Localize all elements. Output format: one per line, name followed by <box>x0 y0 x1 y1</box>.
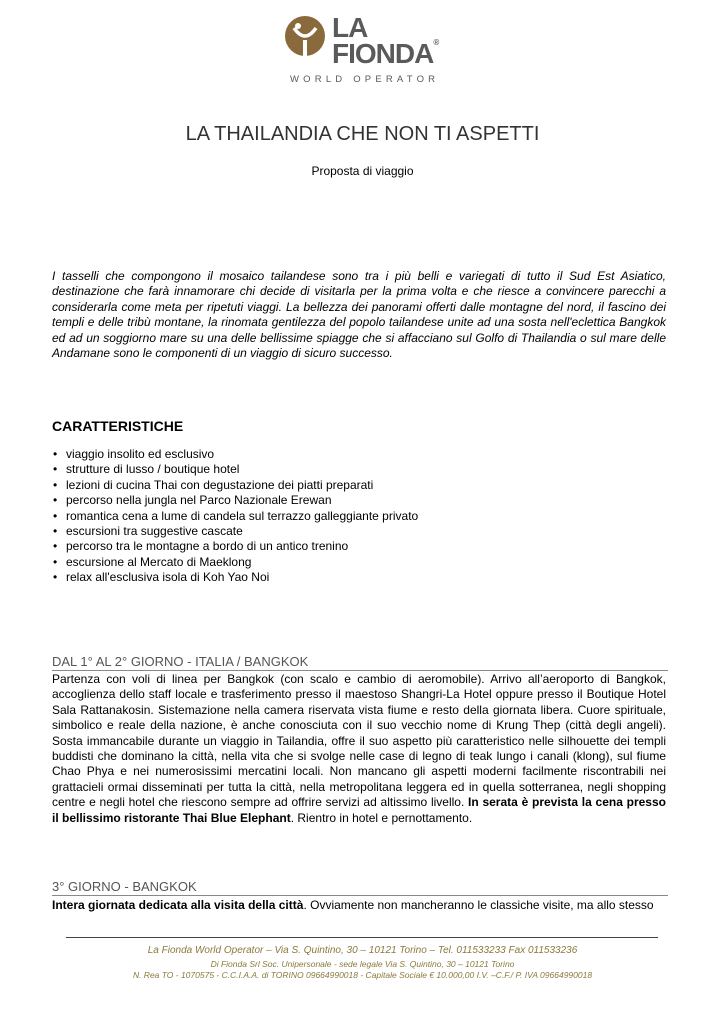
document-subtitle: Proposta di viaggio <box>311 164 414 178</box>
brand-name-line2: FIONDA® <box>332 38 439 69</box>
brand-name-line1: LA <box>332 12 368 43</box>
list-item: • viaggio insolito ed esclusivo <box>53 447 215 461</box>
list-item: • relax all'esclusiva isola di Koh Yao Noi <box>53 570 270 585</box>
bullet-icon: • <box>53 477 58 492</box>
bullet-icon: • <box>53 447 58 461</box>
bullet-icon: • <box>53 508 58 523</box>
list-item: • strutture di lusso / boutique hotel <box>53 462 240 477</box>
day3-highlight: Intera giornata dedicata alla visita della città <box>52 898 304 912</box>
day1-description: Partenza con voli di linea per Bangkok (con scalo e cambio di aeromobile). Arrivo all’aeroporto di Bangkok, accoglienza dello staff locale e trasferimento presso il maestoso Shangri-La Hotel oppure presso il Boutique Hotel Sala Rattanakosin. Sistemazione nella camera riservata vista fiume e resto della giornata libera. Cuore spirituale, simbolico e reale della nazione, è anche conosciuta con il suo vecchio nome di Krung Thep (città degli angeli). Sosta immancabile durante un viaggio in Tailandia, offre il suo aspetto più caratteristico nelle silhouette dei templi buddisti che dominano la città, nella vita che si svolge nelle case di legno di teak lungo i canali (klong), sul fiume Chao Phya e nei numerosissimi mercatini locali. Non mancano gli aspetti moderni facilmente riscontrabili nei grattacieli ormai disseminati per tutta la città, nella metropolitana leggera ed in quella sotterranea, negli shopping centre e negli hotel che riescono sempre ad offrire servizi ad altissimo livello. In serata è prevista la cena presso il bellissimo ristorante Thai Blue Elephant. Rientro in hotel e pernottamento. <box>52 672 666 825</box>
features-heading: CARATTERISTICHE <box>52 418 184 434</box>
company-logo <box>282 12 462 92</box>
day1-heading: DAL 1° AL 2° GIORNO - ITALIA / BANGKOK <box>52 654 668 671</box>
bullet-icon: • <box>53 570 58 585</box>
day1-dinner-highlight: In serata è prevista la cena presso il bellissimo ristorante Thai Blue Elephant <box>52 795 666 825</box>
bullet-icon: • <box>53 539 58 554</box>
document-title: LA THAILANDIA CHE NON TI ASPETTI <box>185 123 540 145</box>
bullet-icon: • <box>53 493 58 508</box>
features-list <box>52 447 418 586</box>
list-item: • lezioni di cucina Thai con degustazione dei piatti preparati <box>53 477 374 492</box>
bullet-icon: • <box>53 554 58 569</box>
day3-description: Intera giornata dedicata alla visita della città. Ovviamente non mancheranno le classiche visite, ma allo stesso <box>52 898 654 912</box>
list-item: • percorso tra le montagne a bordo di un antico trenino <box>53 539 349 554</box>
bullet-icon: • <box>53 462 58 477</box>
list-item: • percorso nella jungla nel Parco Nazionale Erewan <box>53 493 332 508</box>
footer-legal: Di Fionda Srl Soc. Unipersonale - sede legale Via S. Quintino, 30 – 10121 Torino <box>210 959 515 969</box>
slingshot-logo-icon <box>282 14 328 64</box>
intro-paragraph: I tasselli che compongono il mosaico tailandese sono tra i più belli e variegati di tutto il Sud Est Asiatico, destinazione che farà innamorare chi decide di visitarla per la prima volta e che riesce a convincere parecchi a considerarla come meta per ripetuti viaggi. La bellezza dei panorami offerti dalle montagne del nord, il fascino dei templi e delle tribù montane, la rinomata gentilezza del popolo tailandese unite ad una sosta nell'eclettica Bangkok ed ad un soggiorno mare su una delle bellissime spiagge che si affacciano sul Golfo di Thailandia o sul mare delle Andamane sono le componenti di un viaggio di sicuro successo. <box>52 269 666 361</box>
list-item: • romantica cena a lume di candela sul terrazzo galleggiante privato <box>53 508 419 523</box>
footer-divider <box>66 937 658 938</box>
bullet-icon: • <box>53 523 58 538</box>
day3-heading: 3° GIORNO - BANGKOK <box>52 879 668 896</box>
footer-contact: La Fionda World Operator – Via S. Quintino, 30 – 10121 Torino – Tel. 011533233 Fax 011533236 <box>147 945 578 956</box>
brand-tagline: WORLD OPERATOR <box>290 74 440 85</box>
list-item: • escursione al Mercato di Maeklong <box>53 554 252 569</box>
list-item: • escursioni tra suggestive cascate <box>53 523 243 538</box>
registered-mark: ® <box>433 38 439 47</box>
footer-registry: N. Rea TO - 1070575 - C.C.I.A.A. di TORINO 09664990018 - Capitale Sociale € 10.000,00 I.V. –C.F./ P. IVA 09664990018 <box>132 970 593 980</box>
